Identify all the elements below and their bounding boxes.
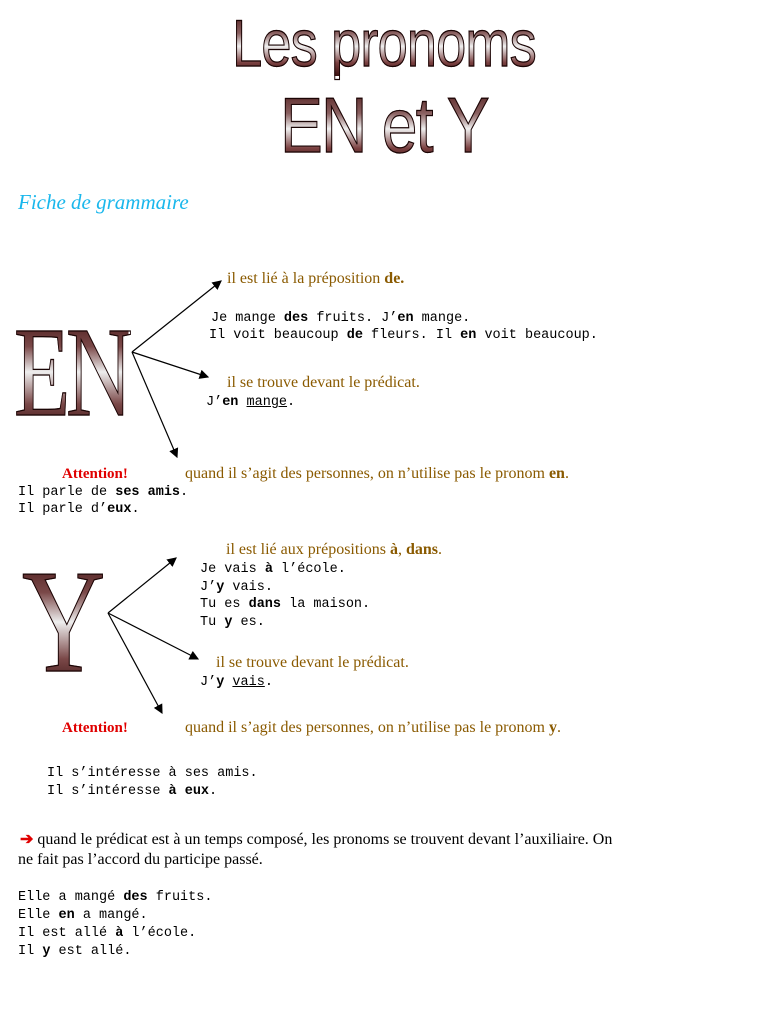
en-arrow-mid: [132, 352, 208, 377]
en-rule-3: [185, 465, 569, 483]
compose-rule-line2: ne fait pas l’accord du participe passé.: [18, 851, 263, 868]
y-example-1a: [200, 562, 346, 577]
bold: en: [397, 311, 414, 326]
bold: dans: [405, 541, 439, 558]
en-arrow-up: [132, 281, 221, 352]
text: quand il s’agit des personnes, on n’utilise pas le pronom: [185, 719, 549, 736]
page-title-line1: Les pronoms: [69, 10, 699, 76]
y-example-3a: Il s’intéresse à ses amis.: [47, 766, 258, 781]
bold: des: [283, 311, 309, 326]
text: J’: [200, 580, 217, 595]
y-example-1b: [200, 580, 273, 595]
text: fruits. J’: [308, 311, 398, 326]
en-attention-label: Attention!: [62, 466, 128, 482]
text: Il: [18, 944, 43, 959]
text: .: [564, 465, 569, 482]
text: .: [264, 675, 273, 690]
text: .: [180, 485, 189, 500]
underlined: vais: [232, 675, 265, 690]
en-big-letter: EN: [14, 301, 129, 443]
y-arrow-down: [108, 613, 162, 713]
y-example-3b: [47, 784, 217, 799]
text: vais.: [224, 580, 273, 595]
bold: y: [548, 719, 557, 736]
text: .: [131, 502, 140, 517]
y-attention-label: Attention!: [62, 720, 128, 736]
compose-example-1: [18, 890, 212, 905]
bold: dans: [248, 597, 282, 612]
bold: ses amis: [115, 485, 181, 500]
en-rule-2: il se trouve devant le prédicat.: [227, 374, 420, 391]
text: fleurs. Il: [362, 328, 461, 343]
text: Il parle de: [18, 485, 116, 500]
bold: à: [389, 541, 398, 558]
bold: à: [115, 926, 124, 941]
bold: y: [216, 580, 225, 595]
y-example-1c: [200, 597, 370, 612]
text: .: [438, 541, 443, 558]
bold: eux: [107, 502, 132, 517]
underlined: mange: [246, 395, 288, 410]
compose-example-3: [18, 926, 196, 941]
en-rule-1-text: il est lié à la préposition: [227, 270, 385, 287]
bold: y: [224, 615, 233, 630]
en-rule-1-bold: de.: [384, 270, 405, 287]
text: Il est allé: [18, 926, 116, 941]
compose-rule-line1: [20, 829, 612, 849]
text: [238, 395, 246, 410]
bold: en: [222, 395, 239, 410]
text: J’: [206, 395, 223, 410]
bold: à: [264, 562, 273, 577]
bold: en: [548, 465, 565, 482]
bold: des: [123, 890, 148, 905]
y-example-1d: [200, 615, 265, 630]
text: Tu es: [200, 597, 249, 612]
text: a mangé.: [74, 908, 148, 923]
en-example-3a: [18, 485, 188, 500]
text: Il parle d’: [18, 502, 108, 517]
text: fruits.: [147, 890, 213, 905]
text: .: [556, 719, 561, 736]
y-rule-3: [185, 719, 561, 737]
en-example-1b: [209, 328, 598, 343]
text: quand le prédicat est à un temps composé, les pronoms se trouvent devant l’auxiliaire. On: [33, 831, 613, 848]
text: es.: [232, 615, 265, 630]
text: Je mange: [211, 311, 284, 326]
en-arrow-down: [132, 352, 177, 457]
compose-example-4: [18, 944, 131, 959]
bold: y: [42, 944, 51, 959]
text: J’: [200, 675, 217, 690]
text: est allé.: [50, 944, 132, 959]
text: Elle: [18, 908, 59, 923]
compose-example-2: [18, 908, 148, 923]
text: l’école.: [123, 926, 197, 941]
text: voit beaucoup.: [476, 328, 598, 343]
en-example-3b: [18, 502, 140, 517]
y-rule-2: il se trouve devant le prédicat.: [216, 654, 409, 671]
bold: à eux: [168, 784, 210, 799]
text: Elle a mangé: [18, 890, 124, 905]
text: la maison.: [281, 597, 371, 612]
right-arrow-icon: ➔: [20, 831, 34, 848]
en-example-1a: [211, 311, 470, 326]
bold: de: [346, 328, 363, 343]
y-big-letter: Y: [22, 540, 106, 704]
text: Je vais: [200, 562, 265, 577]
y-rule-1: [226, 541, 442, 559]
text: Il voit beaucoup: [209, 328, 347, 343]
page-title-line2: EN et Y: [69, 86, 699, 164]
en-rule-1: [227, 270, 404, 288]
y-arrow-mid: [108, 613, 198, 659]
subtitle: Fiche de grammaire: [18, 190, 189, 214]
en-example-2: [206, 395, 295, 410]
y-arrow-up: [108, 558, 176, 613]
bold: y: [216, 675, 225, 690]
text: quand il s’agit des personnes, on n’utilise pas le pronom: [185, 465, 549, 482]
text: Il s’intéresse: [47, 784, 169, 799]
text: Tu: [200, 615, 225, 630]
text: .: [209, 784, 218, 799]
bold: en: [460, 328, 477, 343]
text: l’école.: [272, 562, 346, 577]
bold: en: [58, 908, 75, 923]
text: il est lié aux prépositions: [226, 541, 390, 558]
text: .: [287, 395, 296, 410]
text: ,: [397, 541, 406, 558]
y-example-2: [200, 675, 273, 690]
text: mange.: [413, 311, 471, 326]
